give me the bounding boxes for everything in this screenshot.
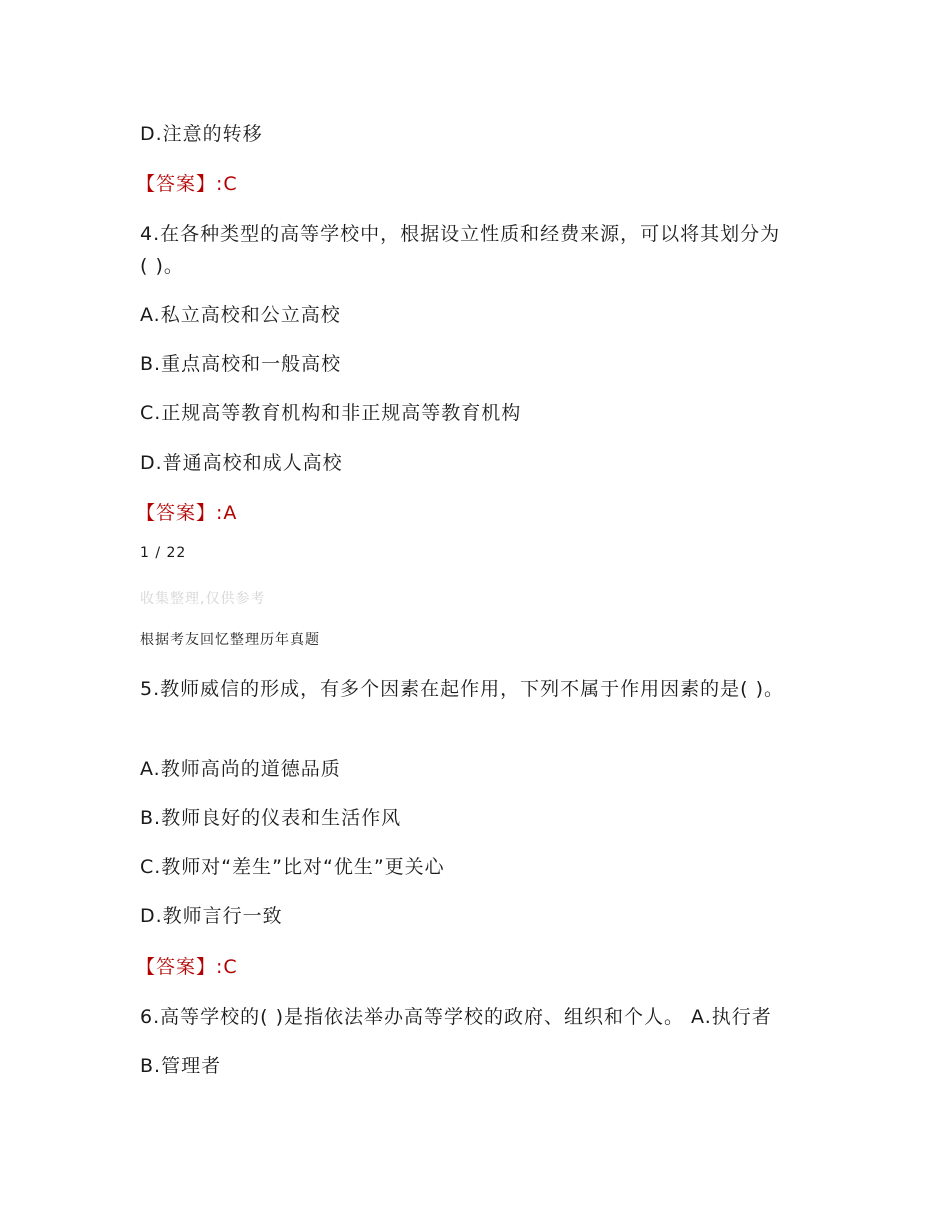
- q4-answer: 【答案】:A: [136, 502, 238, 524]
- q5-stem: 5.教师威信的形成，有多个因素在起作用，下列不属于作用因素的是( )。: [140, 678, 784, 700]
- q6-option-b: B.管理者: [140, 1055, 222, 1077]
- q4-option-b: B.重点高校和一般高校: [140, 353, 342, 375]
- q4-option-c: C.正规高等教育机构和非正规高等教育机构: [140, 402, 522, 424]
- q4-stem-line1: 4.在各种类型的高等学校中，根据设立性质和经费来源，可以将其划分为: [140, 223, 781, 245]
- q5-option-b: B.教师良好的仪表和生活作风: [140, 807, 402, 829]
- q5-option-c: C.教师对“差生”比对“优生”更关心: [140, 856, 445, 878]
- q5-option-d: D.教师言行一致: [140, 905, 283, 927]
- page-number: 1 / 22: [140, 545, 187, 561]
- watermark-text: 收集整理,仅供参考: [140, 591, 266, 607]
- q3-option-d: D.注意的转移: [140, 123, 263, 145]
- q3-answer: 【答案】:C: [136, 173, 238, 195]
- q4-option-d: D.普通高校和成人高校: [140, 452, 343, 474]
- q5-answer: 【答案】:C: [136, 956, 238, 978]
- q5-option-a: A.教师高尚的道德品质: [140, 758, 341, 780]
- q4-option-a: A.私立高校和公立高校: [140, 304, 341, 326]
- q6-stem: 6.高等学校的( )是指依法举办高等学校的政府、组织和个人。 A.执行者: [140, 1006, 772, 1028]
- header-note: 根据考友回忆整理历年真题: [140, 632, 320, 648]
- q4-stem-line2: ( )。: [140, 255, 184, 277]
